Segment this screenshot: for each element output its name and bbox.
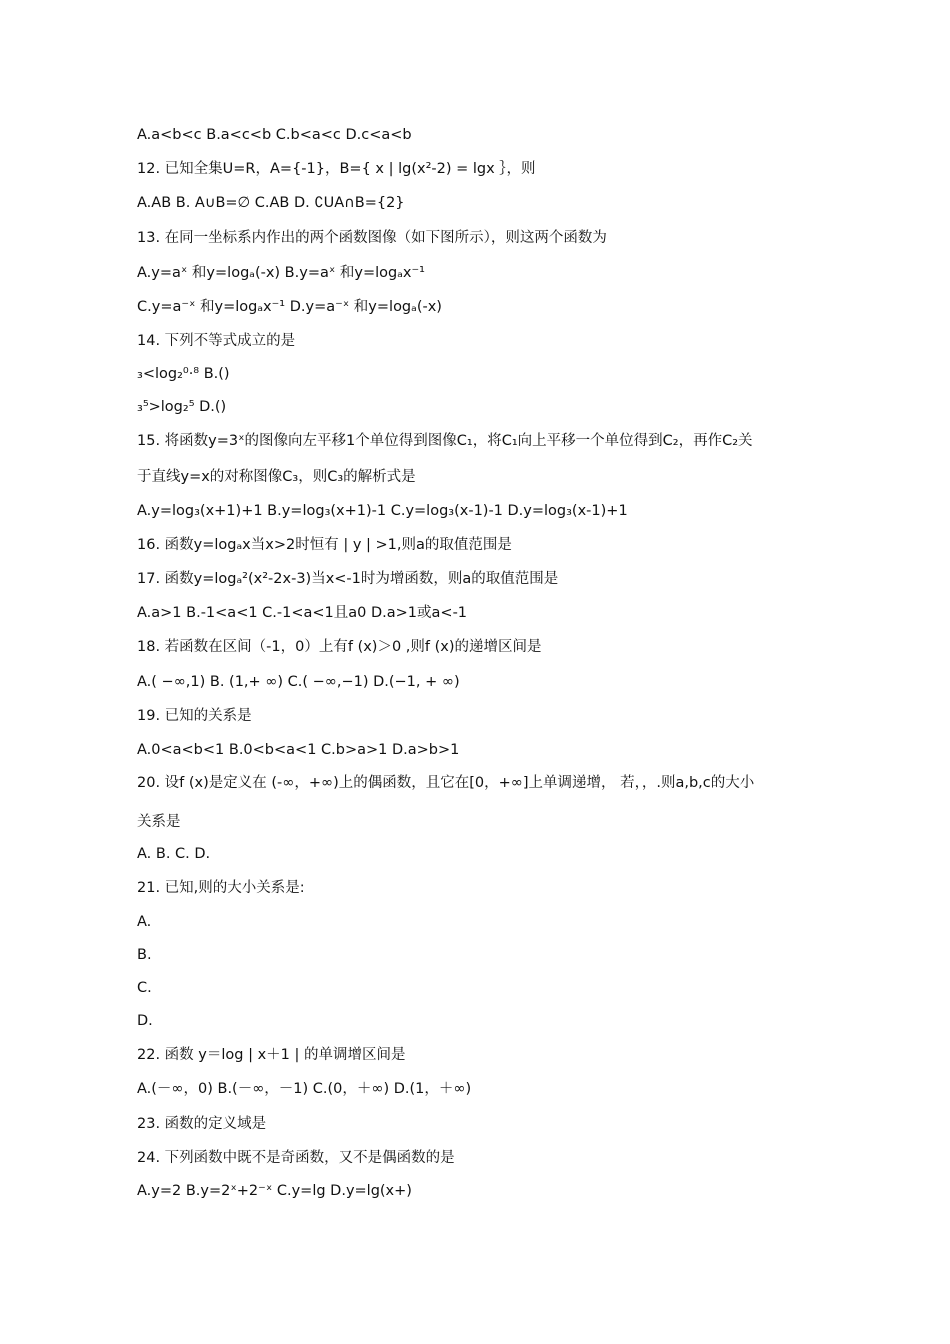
q21-stem: 21. 已知,则的大小关系是: (137, 880, 305, 896)
q23-stem: 23. 函数的定义域是 (137, 1116, 267, 1132)
q21-option-b: B. (137, 947, 152, 963)
q15-stem-1: 15. 将函数y=3ˣ的图像向左平移1个单位得到图像C₁，将C₁向上平移一个单位得到C₂，再作C₂关 (137, 433, 753, 449)
q18-stem: 18. 若函数在区间（-1，0）上有f (x)＞0 ,则f (x)的递增区间是 (137, 639, 542, 655)
q24-stem: 24. 下列函数中既不是奇函数，又不是偶函数的是 (137, 1150, 455, 1166)
q22-stem: 22. 函数 y＝log | x＋1 | 的单调增区间是 (137, 1047, 406, 1063)
q14-stem: 14. 下列不等式成立的是 (137, 333, 296, 349)
q12-options: A.AB B. A∪B=∅ C.AB D. ∁UA∩B={2} (137, 195, 405, 211)
q13-options-ab: A.y=aˣ 和y=logₐ(-x) B.y=aˣ 和y=logₐx⁻¹ (137, 265, 425, 281)
q21-option-a: A. (137, 914, 152, 930)
q14-options-cd: ₃⁵>log₂⁵ D.() (137, 399, 227, 415)
q12-stem: 12. 已知全集U=R，A={-1}，B={ x | lg(x²-2) = lgx ｝，则 (137, 161, 536, 177)
q18-options: A.( −∞,1) B. (1,+ ∞) C.( −∞,−1) D.(−1, + ∞) (137, 674, 460, 690)
q22-options: A.(－∞，0) B.(－∞，－1) C.(0，＋∞) D.(1，＋∞) (137, 1081, 472, 1097)
q19-options: A.0<a<b<1 B.0<b<a<1 C.b>a>1 D.a>b>1 (137, 742, 460, 758)
q17-stem: 17. 函数y=logₐ²(x²-2x-3)当x<-1时为增函数，则a的取值范围是 (137, 571, 559, 587)
q15-options: A.y=log₃(x+1)+1 B.y=log₃(x+1)-1 C.y=log₃(x-1)-1 D.y=log₃(x-1)+1 (137, 503, 628, 519)
q15-stem-2: 于直线y=x的对称图像C₃，则C₃的解析式是 (137, 469, 416, 485)
q20-stem-2: 关系是 (137, 814, 181, 830)
q11-options: A.a<b<c B.a<c<b C.b<a<c D.c<a<b (137, 127, 412, 143)
q19-stem: 19. 已知的关系是 (137, 708, 252, 724)
q21-option-d: D. (137, 1013, 153, 1029)
q13-stem: 13. 在同一坐标系内作出的两个函数图像（如下图所示），则这两个函数为 (137, 230, 607, 246)
q16-stem: 16. 函数y=logₐx当x>2时恒有 | y | >1,则a的取值范围是 (137, 537, 512, 553)
q13-options-cd: C.y=a⁻ˣ 和y=logₐx⁻¹ D.y=a⁻ˣ 和y=logₐ(-x) (137, 299, 442, 315)
q24-options: A.y=2 B.y=2ˣ+2⁻ˣ C.y=lg D.y=lg(x+) (137, 1183, 412, 1199)
q14-options-ab: ₃<log₂⁰·⁸ B.() (137, 366, 230, 382)
q21-option-c: C. (137, 980, 152, 996)
q20-options: A. B. C. D. (137, 846, 211, 862)
q17-options: A.a>1 B.-1<a<1 C.-1<a<1且a0 D.a>1或a<-1 (137, 605, 468, 621)
q20-stem-1: 20. 设f (x)是定义在 (-∞，+∞)上的偶函数，且它在[0，+∞]上单调递增， 若，，.则a,b,c的大小 (137, 775, 755, 791)
